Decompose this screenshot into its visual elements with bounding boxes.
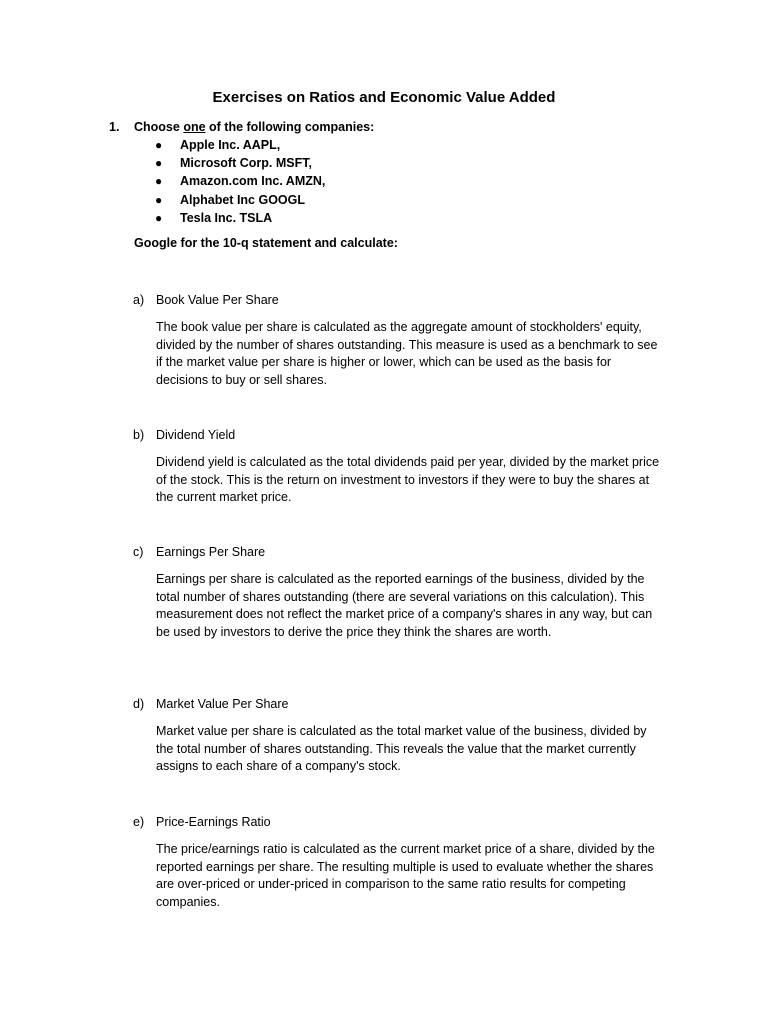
question-text bbox=[134, 118, 374, 136]
item-description: Market value per share is calculated as the total market value of the business, divided by the total number of shares outstanding. This reveals the value that the market currently assigns to each share of a company's stock. bbox=[156, 724, 647, 774]
company-name: Apple Inc. AAPL, bbox=[180, 138, 281, 152]
item-heading: Price-Earnings Ratio bbox=[156, 815, 271, 829]
item-letter: e) bbox=[133, 815, 145, 829]
document-title: Exercises on Ratios and Economic Value Added bbox=[212, 89, 556, 106]
bullet-icon: ● bbox=[155, 210, 163, 225]
company-item bbox=[155, 154, 325, 172]
item-heading: Market Value Per Share bbox=[156, 697, 289, 711]
bullet-icon: ● bbox=[155, 192, 163, 207]
company-list bbox=[155, 136, 325, 227]
company-item bbox=[155, 209, 325, 227]
question-number: 1. bbox=[109, 120, 120, 134]
item-letter: c) bbox=[133, 545, 144, 559]
item-description: Dividend yield is calculated as the total dividends paid per year, divided by the market price of the stock. This is the return on investment to investors if they were to buy the shares at the current market price. bbox=[156, 455, 660, 505]
item-heading: Earnings Per Share bbox=[156, 545, 266, 559]
item-description: The price/earnings ratio is calculated as the current market price of a share, divided by the reported earnings per share. The resulting multiple is used to evaluate whether the shares are over-priced or under-priced in comparison to the same ratio results for competing companies. bbox=[156, 842, 655, 909]
company-name: Tesla Inc. TSLA bbox=[180, 210, 273, 225]
item-letter: a) bbox=[133, 293, 145, 307]
question-emphasis: one bbox=[183, 120, 206, 134]
item-letter: d) bbox=[133, 697, 145, 711]
company-name: Microsoft Corp. MSFT, bbox=[180, 156, 312, 171]
company-item bbox=[155, 172, 325, 190]
item-heading: Book Value Per Share bbox=[156, 293, 279, 307]
bullet-icon: ● bbox=[155, 156, 163, 171]
item-description: Earnings per share is calculated as the reported earnings of the business, divided by the total number of shares outstanding (there are several variations on this calculation). This measurement does not reflect the market price of a company's shares in any way, but can be used by investors to derive the price they think the shares are worth. bbox=[156, 572, 653, 639]
company-name: Alphabet Inc GOOGL bbox=[180, 192, 306, 207]
item-description: The book value per share is calculated as the aggregate amount of stockholders' equity, divided by the number of shares outstanding. This measure is used as a benchmark to see if the market value per share is higher or lower, which can be used as the basis for decisions to buy or sell shares. bbox=[156, 320, 658, 387]
item-letter: b) bbox=[133, 428, 145, 442]
company-name: Amazon.com Inc. AMZN, bbox=[180, 174, 326, 189]
company-item bbox=[155, 136, 325, 154]
bullet-icon: ● bbox=[155, 174, 163, 189]
question-prefix: Choose bbox=[134, 120, 184, 134]
instruction-text: Google for the 10-q statement and calculate: bbox=[134, 236, 398, 250]
question-suffix: of the following companies: bbox=[205, 120, 375, 134]
company-item bbox=[155, 191, 325, 209]
bullet-icon: ● bbox=[155, 138, 163, 152]
item-heading: Dividend Yield bbox=[156, 428, 236, 442]
